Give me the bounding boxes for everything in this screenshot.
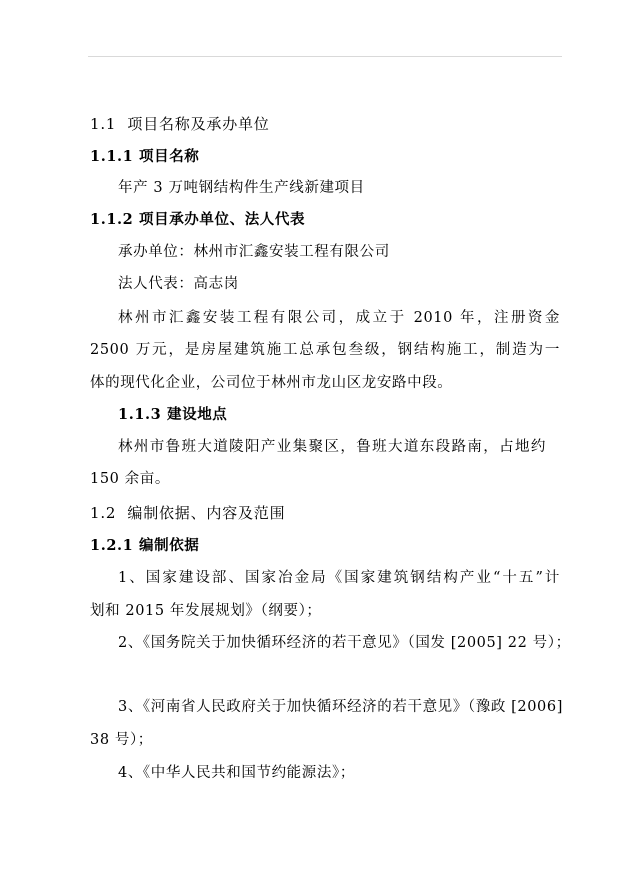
location-line-1: 林州市鲁班大道陵阳产业集聚区，鲁班大道东段路南，占地约 xyxy=(118,439,546,455)
host-unit-text: 承办单位：林州市汇鑫安装工程有限公司 xyxy=(118,244,390,260)
location-line-2: 150 余亩。 xyxy=(90,471,170,487)
basis-item-4: 4、《中华人民共和国节约能源法》； xyxy=(118,765,355,781)
section-number: 1.1 xyxy=(90,115,117,133)
basis-item-2: 2、《国务院关于加快循环经济的若干意见》（国发 [2005] 22 号）； xyxy=(118,635,571,651)
section-number: 1.2 xyxy=(90,504,117,522)
project-name-text: 年产 3 万吨钢结构件生产线新建项目 xyxy=(118,180,365,196)
section-title: 编制依据、内容及范围 xyxy=(127,504,286,522)
subsection-heading-1-1-2: 1.1.2 项目承办单位、法人代表 xyxy=(90,211,306,228)
basis-item-1-line-2: 划和 2015 年发展规划》（纲要）； xyxy=(90,603,322,619)
basis-item-3-line-2: 38 号）； xyxy=(90,732,153,748)
company-desc-line-3: 体的现代化企业，公司位于林州市龙山区龙安路中段。 xyxy=(90,375,453,391)
section-heading-1-2 xyxy=(90,503,285,523)
subsection-heading-1-2-1: 1.2.1 编制依据 xyxy=(90,537,200,554)
section-heading-1-1 xyxy=(90,114,270,134)
company-desc-line-2: 2500 万元，是房屋建筑施工总承包叁级，钢结构施工，制造为一 xyxy=(90,342,560,358)
header-rule xyxy=(88,56,562,57)
basis-item-1-line-1: 1、国家建设部、国家冶金局《国家建筑钢结构产业“十五”计 xyxy=(118,570,560,586)
subsection-heading-1-1-3: 1.1.3 建设地点 xyxy=(118,406,228,423)
section-title: 项目名称及承办单位 xyxy=(127,115,270,133)
company-desc-line-1: 林州市汇鑫安装工程有限公司，成立于 2010 年，注册资金 xyxy=(118,310,560,326)
subsection-heading-1-1-1: 1.1.1 项目名称 xyxy=(90,148,200,165)
legal-rep-text: 法人代表：高志岗 xyxy=(118,276,239,292)
basis-item-3-line-1: 3、《河南省人民政府关于加快循环经济的若干意见》（豫政 [2006] xyxy=(118,699,563,715)
